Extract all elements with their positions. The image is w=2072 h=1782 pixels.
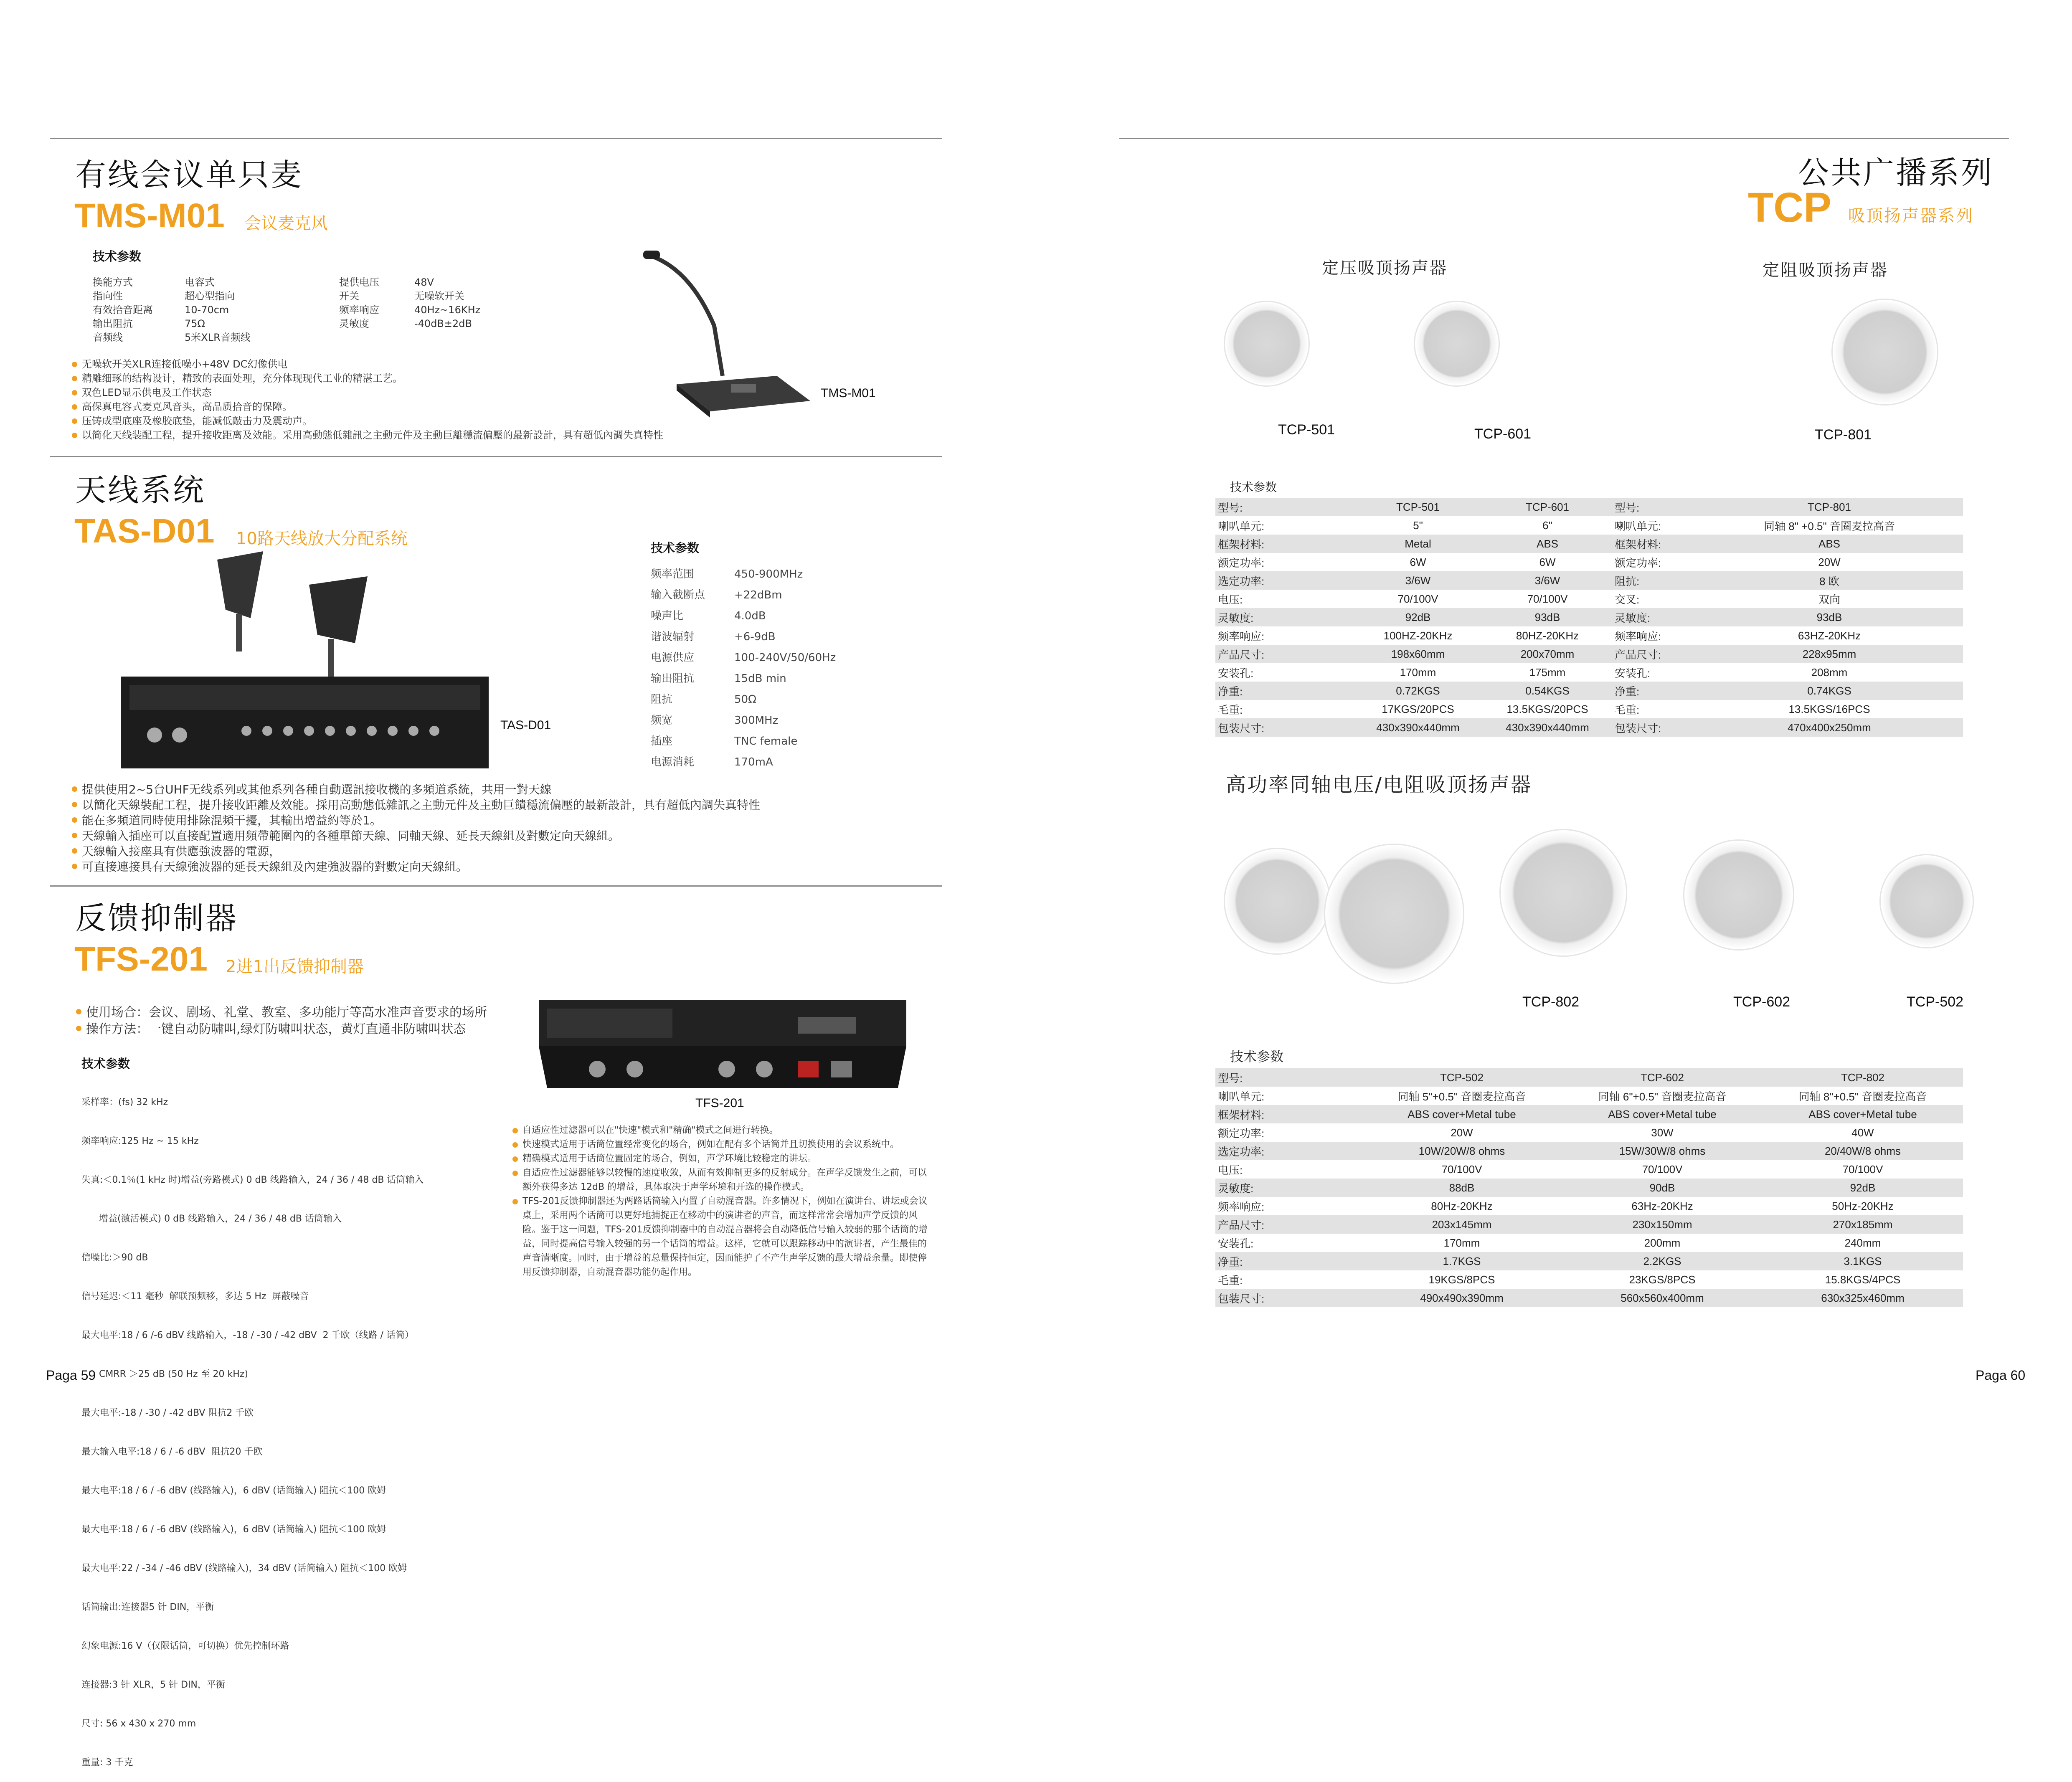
list-item: 精确模式适用于话筒位置固定的场合，例如，声学环境比较稳定的讲坛。 [512,1152,929,1166]
table-cell: 型号: [1215,1068,1362,1087]
list-item: 自适应性过滤器可以在"快速"模式和"精确"模式之间进行转换。 [512,1123,929,1138]
table-cell: TCP-802 [1763,1068,1963,1087]
table-cell: 20W [1818,555,1841,568]
table-cell: 净重: [1215,682,1353,700]
table-cell: 70/100V [1642,1163,1683,1176]
table-cell: 198x60mm [1353,645,1483,663]
list-item: 压铸成型底座及橡胶底垫，能减低敲击力及震动声。 [71,414,663,428]
table-cell: 15W/30W/8 ohms [1562,1142,1763,1160]
table-cell: 240mm [1844,1236,1881,1249]
caption-tcp-801: TCP-801 [1815,427,1872,443]
table-cell: 毛重: [1218,703,1243,716]
table-cell: 560x560x400mm [1562,1289,1763,1307]
caption-tas-d01: TAS-D01 [500,718,551,732]
table-row [1215,498,1963,516]
table-cell: Metal [1353,535,1483,553]
spec-list-antenna: 频率范围 450-900MHz 输入截断点 +22dBm 噪声比 4.0dB 谐波辐射 +6-9dB 电源供应 100-240V/50/60Hz 输出阻抗 15dB min 阻抗 50Ω 频宽 300MHz 插座 TNC female 电源消耗 170mA [651,568,836,768]
table-cell: TCP-502 [1362,1068,1562,1087]
table-cell: 88dB [1362,1179,1562,1197]
table-cell: 3/6W [1483,571,1612,590]
bullets-antenna [71,782,760,875]
table-cell: 70/100V [1527,592,1568,605]
group-label-high-power: 高功率同轴电压/电阻吸顶扬声器 [1226,773,1532,796]
table-cell: ABS cover+Metal tube [1562,1105,1763,1123]
table-cell: 490x490x390mm [1362,1289,1562,1307]
table-cell: 喇叭单元: [1218,520,1265,532]
table-cell: 6" [1542,519,1552,532]
subtitle-feedback: 2进1出反馈抑制器 [226,957,364,976]
table-cell: 5" [1413,519,1423,532]
table-row [1215,645,1963,663]
table-cell: 13.5KGS/20PCS [1506,702,1588,715]
table-cell: 安装孔: [1218,667,1254,679]
group-label-constant-impedance: 定阻吸顶扬声器 [1763,261,1888,280]
table-cell: ABS cover+Metal tube [1763,1105,1963,1123]
table-cell: 包装尺寸: [1215,1289,1362,1307]
table-cell: 40W [1851,1126,1874,1139]
table-row [1215,626,1963,645]
table-row [1215,1123,1963,1142]
speaker-image-tcp-601 [1414,301,1500,387]
table-cell: 1.7KGS [1362,1252,1562,1270]
mic-image [639,251,814,418]
table-cell: 8 欧 [1696,571,1963,590]
table-cell: 产品尺寸: [1612,645,1696,663]
list-item: 天線輸入接座具有供應強波器的電源， [71,844,760,859]
list-item: 无噪软开关XLR连接低噪小+48V DC幻像供电 [71,357,663,371]
table-cell: 3/6W [1353,571,1483,590]
list-item: 以簡化天線裝配工程，提升接收距離及效能。採用高動態低雜訊之主動元件及主動巨饋穩流偏壓的最新設計，具有超低內調失真特性 [71,797,760,813]
table-cell: 93dB [1483,608,1612,626]
table-cell: 3.1KGS [1763,1252,1963,1270]
group-label-constant-voltage: 定压吸顶扬声器 [1322,259,1448,278]
table-row [1215,700,1963,718]
table-row [1215,1289,1963,1307]
table-cell: 框架材料: [1215,535,1353,553]
list-item: TFS-201反馈抑制器还为两路话筒输入内置了自动混音器。许多情况下，例如在演讲台、讲坛或会议桌上，采用两个话筒可以更好地捕捉正在移动中的演讲者的声音，而这样常常会增加声学反馈的风险。鉴于这一问题，TFS-201反馈抑制器中的自动混音器将会自动降低信号输入较弱的那个话筒的增益，同时提高信号输入较强的另一个话筒的增益。这样，它就可以跟踪移动中的演讲者，产生最佳的声音清晰度。同时，由于增益的总量保持恒定，因而能护了不产生声学反馈的最大增益余量。即使停用反馈抑制器，自动混音器功能仍起作用。 [512,1194,929,1280]
table-cell: 净重: [1215,1252,1362,1270]
table-row [1215,608,1963,626]
table-cell: 170mm [1443,1236,1480,1249]
table-cell: 208mm [1811,666,1848,679]
caption-tcp-501: TCP-501 [1278,422,1335,438]
table-cell: 228x95mm [1696,645,1963,663]
table-row [1215,1087,1963,1105]
table-cell: 0.54KGS [1483,682,1612,700]
table-cell: 80HZ-20KHz [1516,629,1579,642]
speaker-image-tcp-501 [1224,301,1310,387]
table-cell: 灵敏度: [1215,1179,1362,1197]
caption-tcp-802: TCP-802 [1522,994,1580,1010]
table-cell: 175mm [1529,666,1566,679]
table-row [1215,516,1963,535]
model-tms-m01: TMS-M01 [74,197,225,235]
table-cell: 电压: [1218,593,1243,606]
table-cell: 6W [1539,555,1556,568]
table-cell: 430x390x440mm [1353,718,1483,737]
table-cell: 同轴 8"+0.5" 音圈麦拉高音 [1798,1090,1927,1103]
subtitle-mic: 会议麦克风 [244,214,328,233]
model-tcp: TCP [1748,184,1831,231]
table-cell: 63Hz-20KHz [1631,1199,1693,1212]
table-cell: 喇叭单元: [1615,520,1661,532]
model-tas-d01: TAS-D01 [74,512,215,550]
spec-table-1 [1215,498,1963,737]
table-cell: 15.8KGS/4PCS [1825,1273,1901,1286]
table-cell: 92dB [1763,1179,1963,1197]
table-cell: 430x390x440mm [1483,718,1612,737]
table2-label: 技术参数 [1230,1049,1284,1065]
table-cell: 双向 [1818,593,1840,606]
table-cell: 净重: [1612,682,1696,700]
table-cell: 30W [1651,1126,1674,1139]
table-cell: 产品尺寸: [1215,1215,1362,1234]
rule-3 [50,885,942,887]
table-cell: 270x185mm [1763,1215,1963,1234]
table-cell: 100HZ-20KHz [1383,629,1453,642]
table-row [1215,1160,1963,1179]
list-item: 天線輸入插座可以直接配置適用頻帶範圍內的各種單節天線、同軸天線、延長天線組及對數定向天線組。 [71,828,760,844]
table-cell: 6W [1410,555,1426,568]
table-cell: 同轴 6"+0.5" 音圈麦拉高音 [1598,1090,1727,1103]
list-item: 以简化天线装配工程，提升接收距离及效能。采用高動態低雜訊之主動元件及主動巨離穩流偏壓的最新設計，具有超低內調失真特性 [71,428,663,442]
subtitle-tcp: 吸顶扬声器系列 [1848,206,1974,226]
section-title-pa: 公共广播系列 [1798,155,1993,191]
list-item: 双色LED显示供电及工作状态 [71,385,663,400]
table-row [1215,663,1963,682]
table-cell: 203x145mm [1362,1215,1562,1234]
spec-table-2 [1215,1068,1963,1307]
list-item: 自适应性过滤器能够以较慢的速度收敛，从而有效抑制更多的反射成分。在声学反馈发生之前，可以额外获得多达 12dB 的增益，具体取决于声学环境和开选的操作模式。 [512,1166,929,1194]
table-cell: 170mm [1400,666,1436,679]
table-cell: 70/100V [1397,592,1438,605]
table-cell: 毛重: [1218,1274,1243,1287]
table-cell: ABS [1483,535,1612,553]
caption-tcp-502: TCP-502 [1907,994,1964,1010]
table-cell: 额定功率: [1218,556,1265,569]
table-cell: 频率响应: [1218,630,1265,643]
table-cell: 阻抗: [1612,571,1696,590]
table-cell: 20W [1451,1126,1473,1139]
speaker-image-tcp-802-open [1224,848,1331,955]
section-title-mic: 有线会议单只麦 [75,157,303,193]
table-cell: 630x325x460mm [1763,1289,1963,1307]
speaker-image-tcp-602-can [1499,829,1627,957]
table-cell: 80Hz-20KHz [1431,1199,1493,1212]
feedback-suppressor-image [539,992,906,1092]
table-cell: 2.2KGS [1562,1252,1763,1270]
table-cell: TCP-501 [1353,498,1483,516]
list-item: 可直接連接具有天線強波器的延長天線組及內建強波器的對數定向天線組。 [71,859,760,875]
table-cell: 毛重: [1615,703,1640,716]
table-row [1215,1105,1963,1123]
table-cell: 17KGS/20PCS [1382,702,1454,715]
speaker-image-tcp-502 [1879,854,1974,948]
table-cell: 90dB [1562,1179,1763,1197]
spec-list-feedback: 采样率：(fs) 32 kHz 频率响应:125 Hz ~ 15 kHz 失真:＜0.1％(1 kHz 时)增益(旁路模式) 0 dB 线路输入，24 / 36 / 48 dB 话筒输入 增益(激活模式) 0 dB 线路输入，24 / 36 / 48 dB 话筒输入 信噪比:＞90 dB 信号延迟:＜11 毫秒 解联预频移，多达 5 Hz 屏蔽噪音 最大电平:18 / 6 /-6 dBV 线路输入，-18 / -30 / -42 dBV 2 千欧（线路 / 话筒） CMRR ＞25 dB (50 Hz 至 20 kHz) 最大电平:-18 / -30 / -42 dBV 阻抗2 千欧 最大输入电平:18 / 6 / -6 dBV 阻抗20 千欧 最大电平:18 / 6 / -6 dBV (线路输入)，6 dBV (话筒输入) 阻抗＜100 欧姆 最大电平:18 / 6 / -6 dBV (线路输入)，6 dBV (话筒输入) 阻抗＜100 欧姆 最大电平:22 / -34 / -46 dBV (线路输入)，34 dBV (话筒输入) 阻抗＜100 欧姆 话筒输出:连接器5 针 DIN，平衡 幻象电源:16 V（仅限话筒，可切换）优先控制环路 连接器:3 针 XLR，5 针 DIN，平衡 尺寸: 56 x 430 x 270 mm 重量: 3 千克 [81,1097,424,1768]
table-cell: 70/100V [1441,1163,1482,1176]
table-row [1215,1252,1963,1270]
table-cell: 频率响应: [1218,1200,1265,1213]
bullets-feedback-usage [75,1004,487,1038]
table-cell: 470x400x250mm [1696,718,1963,737]
table-cell: 安装孔: [1218,1237,1254,1250]
table-row [1215,718,1963,737]
table-cell: 频率响应: [1615,630,1661,643]
spec-label-antenna: 技术参数 [651,541,700,555]
table-cell: TCP-601 [1483,498,1612,516]
table-cell: 63HZ-20KHz [1798,629,1861,642]
table-row [1215,1197,1963,1215]
caption-tfs-201: TFS-201 [695,1096,744,1110]
table-cell: 电压: [1218,1163,1243,1176]
table-row [1215,571,1963,590]
table-row [1215,1234,1963,1252]
table-cell: 0.72KGS [1353,682,1483,700]
caption-tcp-602: TCP-602 [1733,994,1790,1010]
table-row [1215,1068,1963,1087]
table-row [1215,535,1963,553]
table-cell: 同轴 8" +0.5" 音圈麦拉高音 [1764,520,1895,532]
caption-tms-m01: TMS-M01 [821,386,876,400]
spec-label-mic: 技术参数 [93,249,142,264]
speaker-image-tcp-602 [1683,839,1794,951]
table-cell: 产品尺寸: [1215,645,1353,663]
top-rule-right [1119,138,2009,139]
table-cell: 93dB [1696,608,1963,626]
table-cell: ABS cover+Metal tube [1362,1105,1562,1123]
bullets-mic [71,357,663,442]
speaker-image-tcp-801 [1831,299,1938,406]
list-item: 操作方法：一键自动防啸叫,绿灯防啸叫状态，黄灯直通非防啸叫状态 [75,1021,487,1038]
table-cell: ABS [1696,535,1963,553]
table-row [1215,590,1963,608]
section-title-antenna: 天线系统 [75,472,205,508]
table-cell: 额定功率: [1615,556,1661,569]
table-cell: TCP-801 [1696,498,1963,516]
page-number-right: Paga 60 [1976,1368,2026,1383]
table1-label: 技术参数 [1230,480,1277,494]
table-cell: 灵敏度: [1215,608,1353,626]
table-cell: 92dB [1353,608,1483,626]
table-cell: TCP-602 [1562,1068,1763,1087]
list-item: 提供使用2~5台UHF无线系列或其他系列各種自動選訊接收機的多頻道系統，共用一對天線 [71,782,760,797]
table-cell: 20/40W/8 ohms [1763,1142,1963,1160]
table-cell: 灵敏度: [1612,608,1696,626]
model-tfs-201: TFS-201 [74,940,208,978]
table-cell: 框架材料: [1612,535,1696,553]
table-cell: 型号: [1215,498,1353,516]
table-cell: 交叉: [1615,593,1640,606]
table-cell: 框架材料: [1215,1105,1362,1123]
table-cell: 同轴 5"+0.5" 音圈麦拉高音 [1397,1090,1526,1103]
table-row [1215,1215,1963,1234]
table-cell: 额定功率: [1218,1127,1265,1140]
bullets-feedback-features [512,1123,929,1280]
table-cell: 23KGS/8PCS [1629,1273,1696,1286]
list-item: 精雕细琢的结构设计，精致的表面处理，充分体现现代工业的精湛工艺。 [71,371,663,385]
table-cell: 200mm [1644,1236,1681,1249]
table-row [1215,1179,1963,1197]
list-item: 使用场合：会议、剧场、礼堂、教室、多功能厅等高水准声音要求的场所 [75,1004,487,1021]
table-cell: 选定功率: [1215,1142,1362,1160]
antenna-system-image [121,551,497,773]
table-cell: 50Hz-20KHz [1832,1199,1894,1212]
list-item: 快速模式适用于话筒位置经常变化的场合，例如在配有多个话筒并且切换使用的会议系统中。 [512,1138,929,1152]
caption-tcp-601: TCP-601 [1474,426,1532,442]
table-cell: 70/100V [1842,1163,1883,1176]
section-title-feedback: 反馈抑制器 [75,900,238,936]
rule-2 [50,456,942,457]
table-row [1215,1142,1963,1160]
table-row [1215,553,1963,571]
table-cell: 13.5KGS/16PCS [1788,702,1870,715]
spec-label-feedback: 技术参数 [81,1057,130,1071]
speaker-image-tcp-802 [1324,844,1464,984]
list-item: 高保真电容式麦克风音头，高品质拾音的保障。 [71,400,663,414]
top-rule-left [50,138,942,139]
table-cell: 19KGS/8PCS [1428,1273,1495,1286]
table-cell: 型号: [1612,498,1696,516]
table-cell: 选定功率: [1215,571,1353,590]
table-cell: 200x70mm [1483,645,1612,663]
list-item: 能在多頻道同時使用排除混頻干擾，其輸出增益約等於1。 [71,813,760,828]
spec-grid-mic: 换能方式 电容式 提供电压 48V 指向性 超心型指向 开关 无噪软开关 有效拾音距离 10-70cm 频率响应 40Hz~16KHz 输出阻抗 75Ω 灵敏度 -40dB±2dB 音频线 5米XLR音频线 [93,276,481,343]
table-cell: 10W/20W/8 ohms [1362,1142,1562,1160]
table-row [1215,682,1963,700]
table-cell: 0.74KGS [1696,682,1963,700]
table-row [1215,1270,1963,1289]
page-number-left: Paga 59 [46,1368,96,1383]
table-cell: 包装尺寸: [1612,718,1696,737]
table-cell: 喇叭单元: [1218,1090,1265,1103]
table-cell: 包装尺寸: [1215,718,1353,737]
subtitle-antenna: 10路天线放大分配系统 [236,529,408,548]
table-cell: 230x150mm [1562,1215,1763,1234]
table-cell: 安装孔: [1615,667,1651,679]
